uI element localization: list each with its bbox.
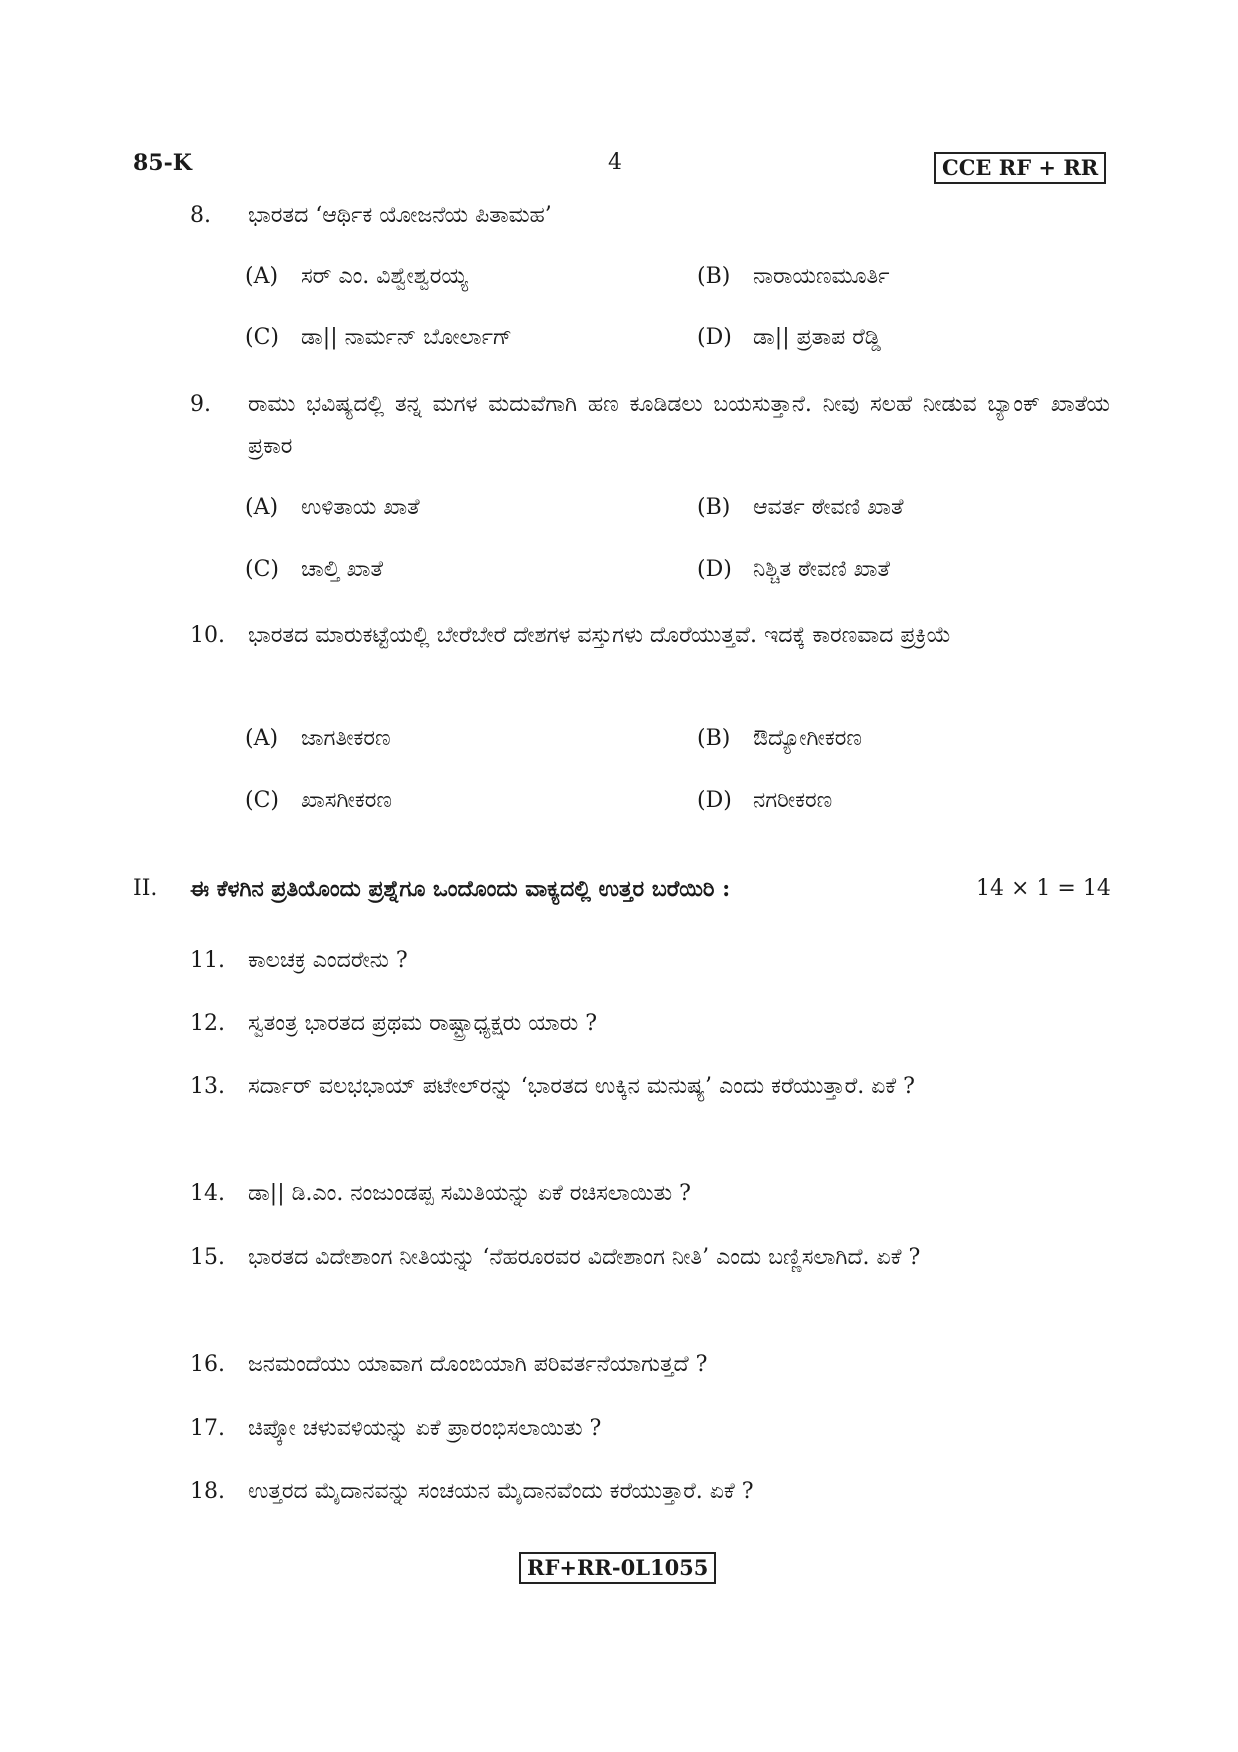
option-b xyxy=(697,724,862,754)
option-text: ಜಾಗತೀಕರಣ xyxy=(301,726,391,751)
option-c xyxy=(245,555,383,585)
section-number: II. xyxy=(133,876,158,901)
option-label: (D) xyxy=(697,788,732,813)
option-text: ಉಳಿತಾಯ ಖಾತೆ xyxy=(301,495,420,520)
paper-code: 85-K xyxy=(133,150,192,176)
question-number: 16. xyxy=(190,1352,225,1377)
question-number: 18. xyxy=(190,1479,225,1504)
option-label: (A) xyxy=(245,264,279,289)
question-number: 10. xyxy=(190,623,225,648)
option-b xyxy=(697,493,904,523)
question-text: ಭಾರತದ ಮಾರುಕಟ್ಟೆಯಲ್ಲಿ ಬೇರೆಬೇರೆ ದೇಶಗಳ ವಸ್ತುಗಳು ದೊರೆಯುತ್ತವೆ. ಇದಕ್ಕೆ ಕಾರಣವಾದ ಪ್ರಕ್ರಿಯೆ xyxy=(248,623,952,648)
option-label: (D) xyxy=(697,325,732,350)
series-box: CCE RF + RR xyxy=(934,152,1106,184)
option-text: ಡಾ|| ಪ್ರತಾಪ ರೆಡ್ಡಿ xyxy=(753,325,882,350)
question-text: ಸ್ವತಂತ್ರ ಭಾರತದ ಪ್ರಥಮ ರಾಷ್ಟ್ರಾಧ್ಯಕ್ಷರು ಯಾರು ? xyxy=(248,1011,598,1036)
option-label: (D) xyxy=(697,557,732,582)
option-d xyxy=(697,323,881,353)
question-text: ಜನಮಂದೆಯು ಯಾವಾಗ ದೊಂಬಿಯಾಗಿ ಪರಿವರ್ತನೆಯಾಗುತ್ತದೆ ? xyxy=(248,1352,708,1377)
question-number: 13. xyxy=(190,1074,225,1099)
option-text: ನಗರೀಕರಣ xyxy=(753,788,833,813)
option-text: ಆವರ್ತ ಠೇವಣಿ ಖಾತೆ xyxy=(753,495,904,520)
option-d xyxy=(697,555,890,585)
question-number: 11. xyxy=(190,948,225,973)
option-text: ಖಾಸಗೀಕರಣ xyxy=(301,788,392,813)
option-label: (C) xyxy=(245,557,279,582)
option-label: (A) xyxy=(245,495,279,520)
option-label: (B) xyxy=(697,264,731,289)
option-label: (C) xyxy=(245,325,279,350)
option-c xyxy=(245,323,512,353)
question-number: 17. xyxy=(190,1416,225,1441)
option-text: ನಿಶ್ಚಿತ ಠೇವಣಿ ಖಾತೆ xyxy=(753,557,890,582)
option-text: ಡಾ|| ನಾರ್ಮನ್ ಬೋರ್ಲಾಗ್ xyxy=(301,325,512,350)
option-a xyxy=(245,724,391,754)
section-marks: 14 × 1 = 14 xyxy=(976,876,1111,901)
page-number: 4 xyxy=(608,150,622,175)
question-text: ಡಾ|| ಡಿ.ಎಂ. ನಂಜುಂಡಪ್ಪ ಸಮಿತಿಯನ್ನು ಏಕೆ ರಚಿಸಲಾಯಿತು ? xyxy=(248,1181,691,1206)
question-text: ಭಾರತದ ‘ಆರ್ಥಿಕ ಯೋಜನೆಯ ಪಿತಾಮಹ’ xyxy=(248,203,552,228)
question-text: ಕಾಲಚಕ್ರ ಎಂದರೇನು ? xyxy=(248,948,408,973)
question-number: 9. xyxy=(190,392,211,417)
question-number: 12. xyxy=(190,1011,225,1036)
question-text: ಉತ್ತರದ ಮೈದಾನವನ್ನು ಸಂಚಯನ ಮೈದಾನವೆಂದು ಕರೆಯುತ್ತಾರೆ. ಏಕೆ ? xyxy=(248,1479,754,1504)
question-text: ಚಿಪ್ಕೋ ಚಳುವಳಿಯನ್ನು ಏಕೆ ಪ್ರಾರಂಭಿಸಲಾಯಿತು ? xyxy=(248,1416,602,1441)
question-number: 15. xyxy=(190,1245,225,1270)
option-b xyxy=(697,262,890,292)
option-a xyxy=(245,262,468,292)
section-instruction: ಈ ಕೆಳಗಿನ ಪ್ರತಿಯೊಂದು ಪ್ರಶ್ನೆಗೂ ಒಂದೊಂದು ವಾಕ್ಯದಲ್ಲಿ ಉತ್ತರ ಬರೆಯಿರಿ : xyxy=(190,876,731,902)
option-label: (C) xyxy=(245,788,279,813)
question-number: 14. xyxy=(190,1181,225,1206)
option-text: ನಾರಾಯಣಮೂರ್ತಿ xyxy=(753,264,890,289)
option-text: ಔದ್ಯೋಗೀಕರಣ xyxy=(753,726,863,751)
question-text: ಭಾರತದ ವಿದೇಶಾಂಗ ನೀತಿಯನ್ನು ‘ನೆಹರೂರವರ ವಿದೇಶಾಂಗ ನೀತಿ’ ಎಂದು ಬಣ್ಣಿಸಲಾಗಿದೆ. ಏಕೆ ? xyxy=(248,1245,921,1270)
option-a xyxy=(245,493,420,523)
footer-code-box: RF+RR-0L1055 xyxy=(519,1552,716,1584)
question-text: ರಾಮು ಭವಿಷ್ಯದಲ್ಲಿ ತನ್ನ ಮಗಳ ಮದುವೆಗಾಗಿ ಹಣ ಕೂಡಿಡಲು ಬಯಸುತ್ತಾನೆ. ನೀವು ಸಲಹೆ ನೀಡುವ ಬ್ಯಾಂಕ್ ಖಾತೆಯ ಪ್ರಕಾರ xyxy=(248,392,1110,459)
option-label: (B) xyxy=(697,726,731,751)
question-number: 8. xyxy=(190,203,211,228)
option-text: ಚಾಲ್ತಿ ಖಾತೆ xyxy=(301,557,383,582)
option-d xyxy=(697,786,832,816)
option-text: ಸರ್ ಎಂ. ವಿಶ್ವೇಶ್ವರಯ್ಯ xyxy=(301,264,468,289)
option-c xyxy=(245,786,392,816)
question-text: ಸರ್ದಾರ್ ವಲಭಭಾಯ್ ಪಟೇಲ್‌ರನ್ನು ‘ಭಾರತದ ಉಕ್ಕಿನ ಮನುಷ್ಯ’ ಎಂದು ಕರೆಯುತ್ತಾರೆ. ಏಕೆ ? xyxy=(248,1074,915,1099)
option-label: (B) xyxy=(697,495,731,520)
option-label: (A) xyxy=(245,726,279,751)
